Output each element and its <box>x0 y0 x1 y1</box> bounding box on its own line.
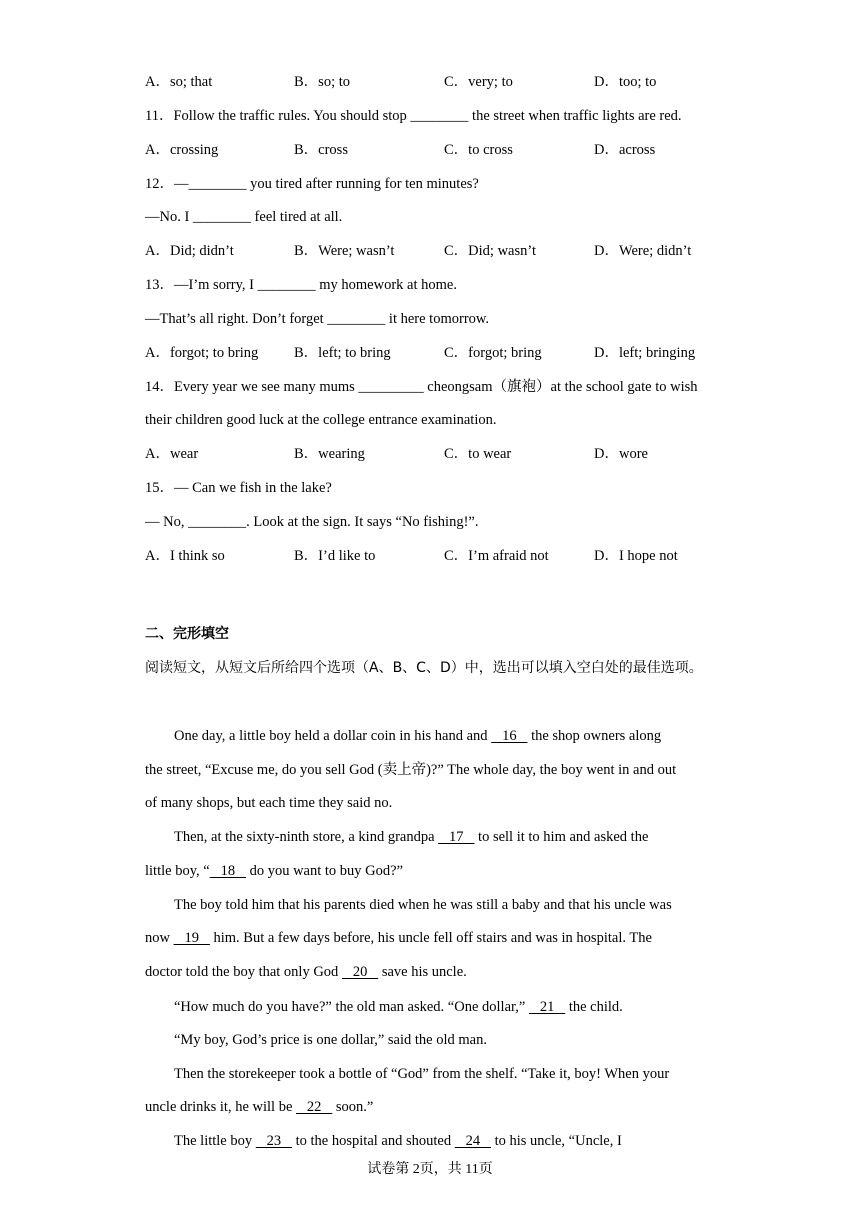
blank-20: 20 <box>341 964 379 980</box>
passage-line: doctor told the boy that only God 20 save his uncle. <box>145 964 467 980</box>
q14-stem-line1: 14．Every year we see many mums _________ cheongsam（旗袍）at the school gate to wish <box>145 379 698 395</box>
passage-line: of many shops, but each time they said no. <box>145 795 393 811</box>
q11-option-d: D．across <box>594 142 656 158</box>
q10-option-c: C．very; to <box>444 74 513 90</box>
blank-23: 23 <box>255 1133 292 1149</box>
page-footer: 试卷第 2页，共 11页 <box>367 1162 493 1177</box>
q10-option-b: B．so; to <box>294 74 350 90</box>
passage-line: The boy told him that his parents died when he was still a baby and that his uncle was <box>174 897 672 913</box>
blank-19: 19 <box>173 930 210 946</box>
blank-18: 18 <box>209 863 246 879</box>
q13-option-b: B．left; to bring <box>294 345 391 361</box>
blank-24: 24 <box>454 1133 491 1149</box>
passage-line: now 19 him. But a few days before, his uncle fell off stairs and was in hospital. The <box>145 930 652 946</box>
blank-22: 22 <box>296 1099 333 1115</box>
passage-line: uncle drinks it, he will be 22 soon.” <box>145 1099 374 1115</box>
passage-line: The little boy 23 to the hospital and shouted 24 to his uncle, “Uncle, I <box>174 1133 622 1149</box>
blank-16: 16 <box>491 728 528 744</box>
q15-reply: — No, ________. Look at the sign. It says “No fishing!”. <box>145 514 479 530</box>
passage-line: “How much do you have?” the old man asked. “One dollar,” 21 the child. <box>174 999 623 1015</box>
q14-option-d: D．wore <box>594 446 648 462</box>
q13-stem: 13．—I’m sorry, I ________ my homework at home. <box>145 277 457 293</box>
q15-option-d: D．I hope not <box>594 548 678 564</box>
passage-line: Then, at the sixty-ninth store, a kind grandpa 17 to sell it to him and asked the <box>174 829 649 845</box>
q12-option-c: C．Did; wasn’t <box>444 243 536 259</box>
q12-stem: 12．—________ you tired after running for ten minutes? <box>145 176 479 192</box>
passage-line: One day, a little boy held a dollar coin in his hand and 16 the shop owners along <box>174 728 662 744</box>
q11-option-c: C．to cross <box>444 142 513 158</box>
q14-option-a: A．wear <box>145 446 199 462</box>
q11-stem: 11．Follow the traffic rules. You should stop ________ the street when traffic lights are red. <box>145 108 682 124</box>
passage-line: the street, “Excuse me, do you sell God (卖上帝)?” The whole day, the boy went in and out <box>145 762 677 778</box>
passage-line: “My boy, God’s price is one dollar,” said the old man. <box>174 1032 487 1048</box>
q10-option-d: D．too; to <box>594 74 657 90</box>
q12-option-d: D．Were; didn’t <box>594 243 692 259</box>
q13-reply: —That’s all right. Don’t forget ________ it here tomorrow. <box>145 311 490 327</box>
q12-option-a: A．Did; didn’t <box>145 243 234 259</box>
q12-reply: —No. I ________ feel tired at all. <box>145 209 343 225</box>
q15-option-c: C．I’m afraid not <box>444 548 549 564</box>
passage-line: Then the storekeeper took a bottle of “God” from the shelf. “Take it, boy! When your <box>174 1066 670 1082</box>
q11-option-a: A．crossing <box>145 142 219 158</box>
section-heading-cloze: 二、完形填空 <box>145 626 229 642</box>
blank-17: 17 <box>438 829 475 845</box>
q13-option-c: C．forgot; bring <box>444 345 542 361</box>
q15-option-b: B．I’d like to <box>294 548 376 564</box>
q14-option-b: B．wearing <box>294 446 365 462</box>
blank-21: 21 <box>528 999 566 1015</box>
q13-option-a: A．forgot; to bring <box>145 345 259 361</box>
q14-stem-line2: their children good luck at the college entrance examination. <box>145 412 497 428</box>
q15-option-a: A．I think so <box>145 548 225 564</box>
q12-option-b: B．Were; wasn’t <box>294 243 395 259</box>
q14-option-c: C．to wear <box>444 446 512 462</box>
q10-option-a: A．so; that <box>145 74 213 90</box>
passage-line: little boy, “ 18 do you want to buy God?” <box>145 863 404 879</box>
section-instruction: 阅读短文，从短文后所给四个选项（A、B、C、D）中，选出可以填入空白处的最佳选项。 <box>145 660 703 676</box>
q13-option-d: D．left; bringing <box>594 345 696 361</box>
q15-stem: 15．— Can we fish in the lake? <box>145 480 332 496</box>
q11-option-b: B．cross <box>294 142 348 158</box>
